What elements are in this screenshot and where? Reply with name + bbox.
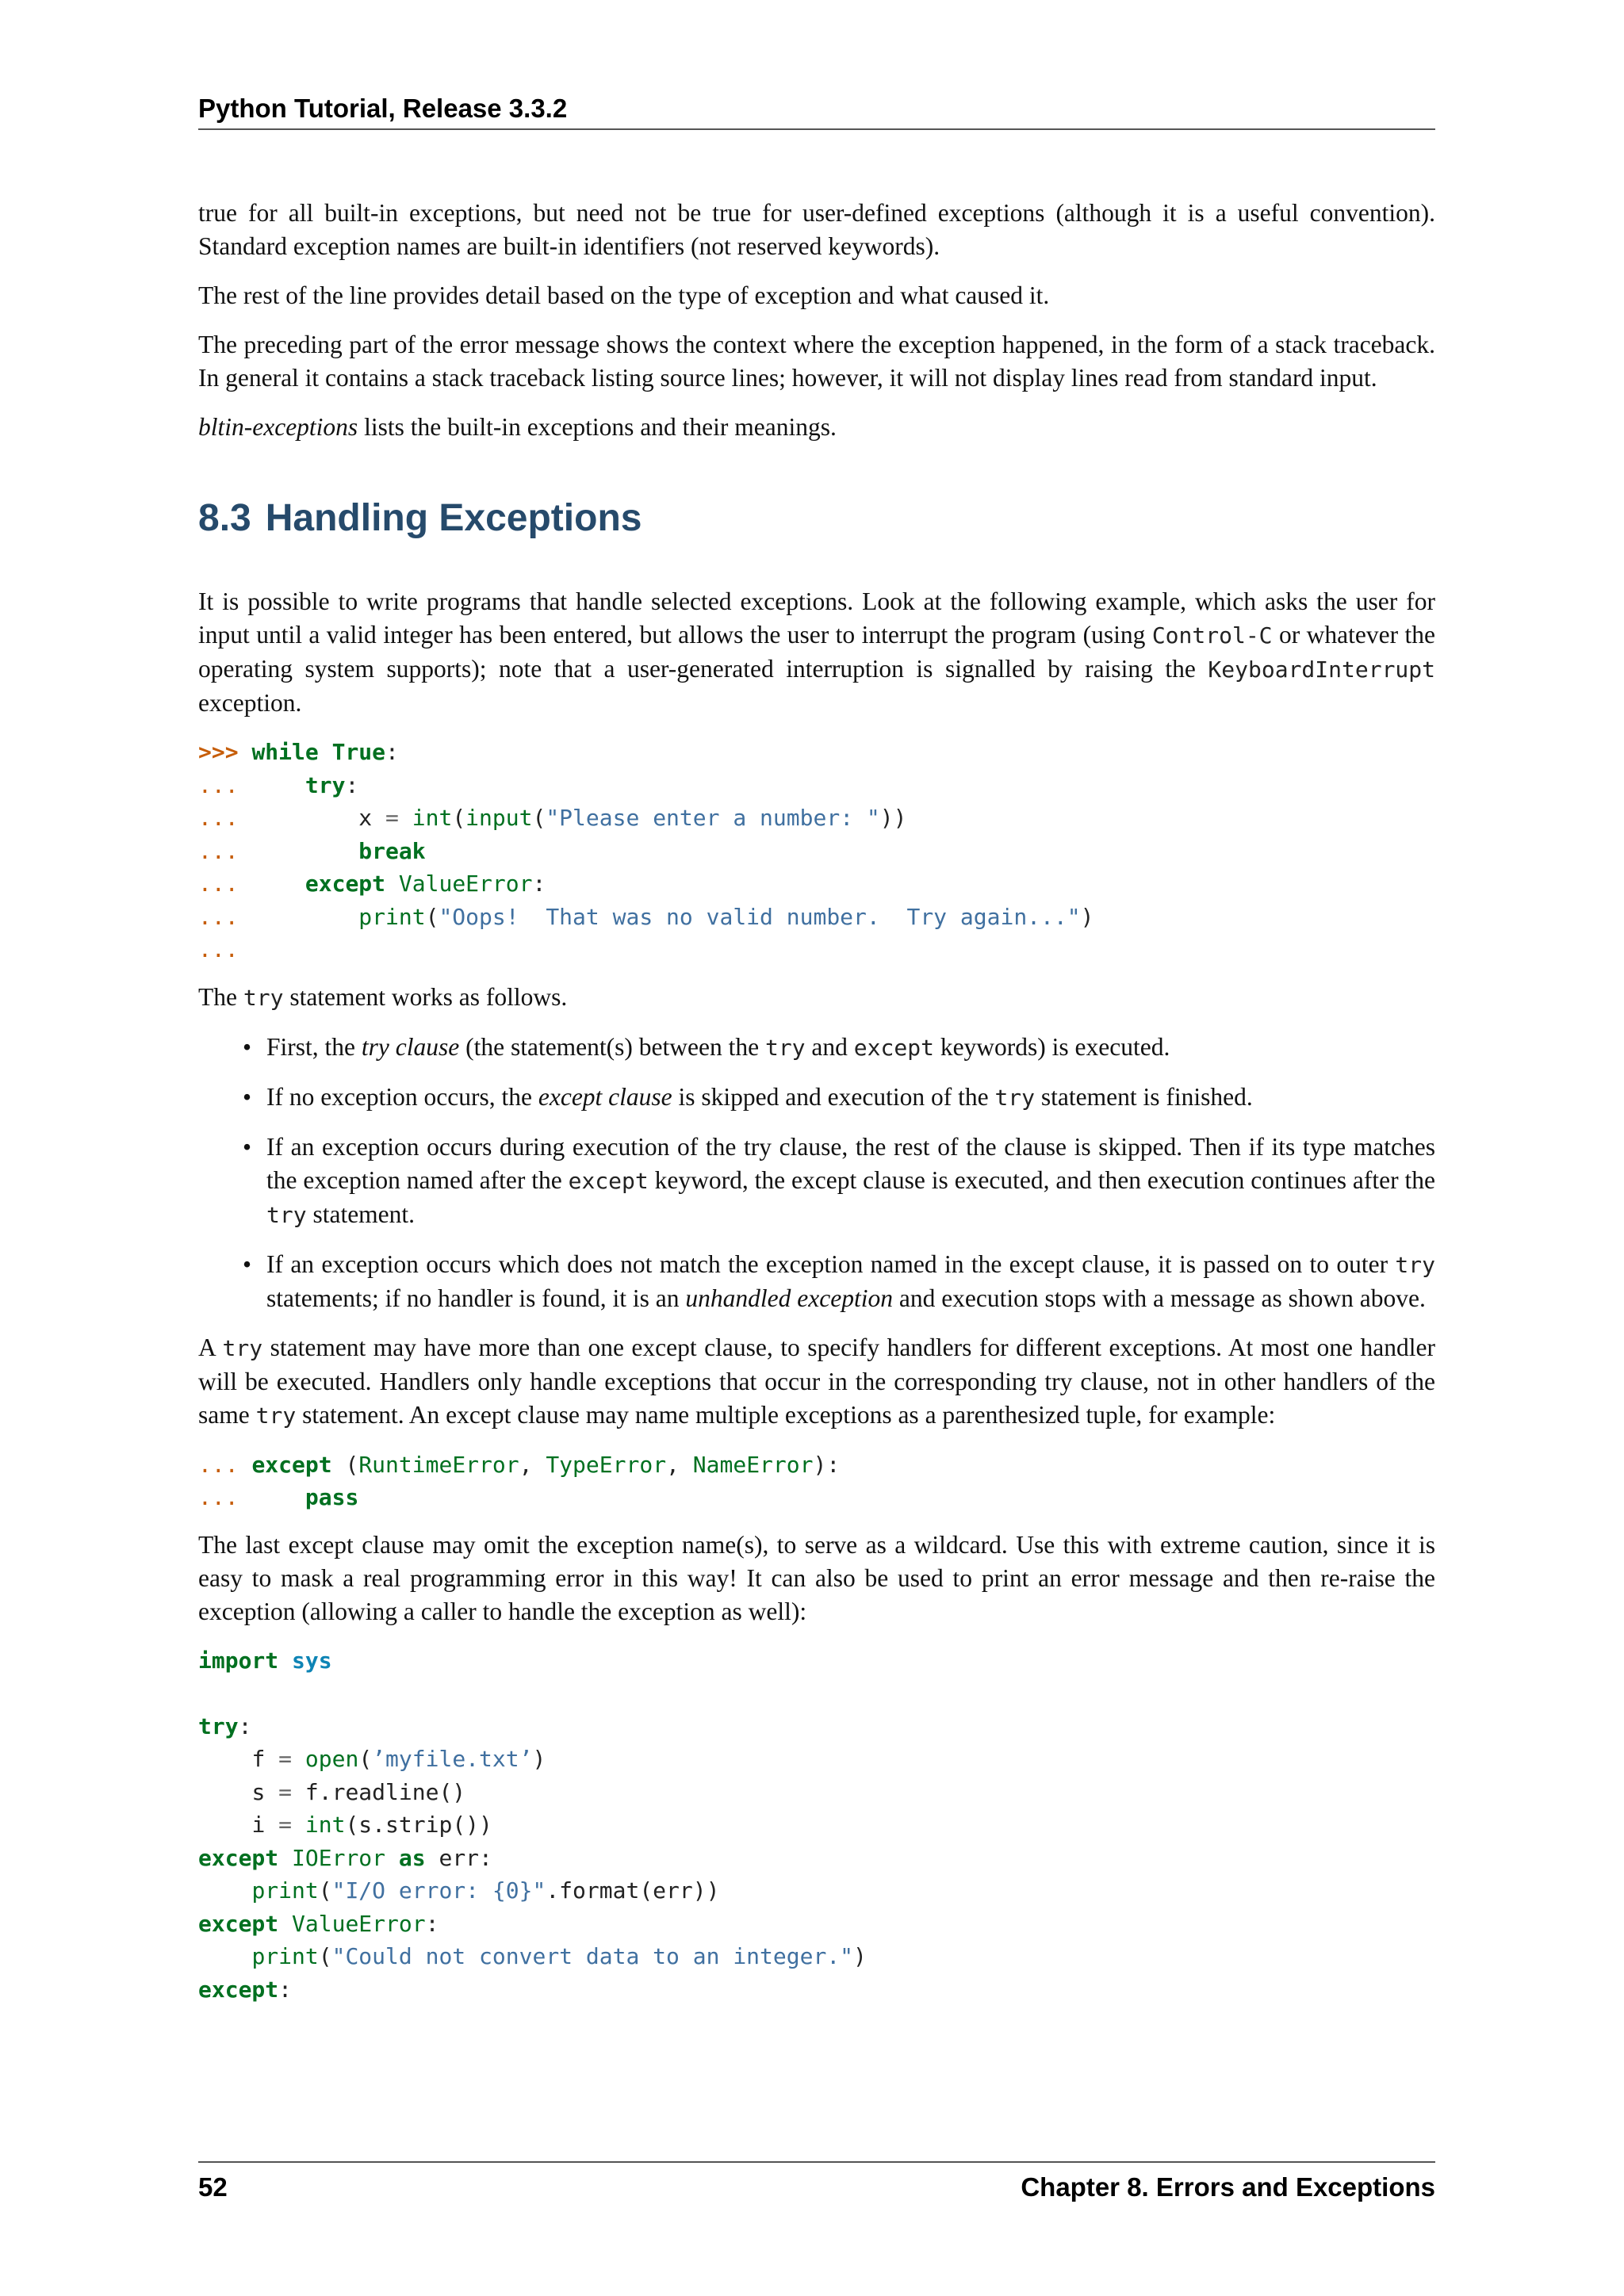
paragraph-handling-intro [198,585,1435,720]
document-page [198,0,1435,2296]
list-item: • If no exception occurs, the except clause is skipped and execution of the try statement is finished. [266,1081,1435,1115]
paragraph-exception-names: true for all built-in exceptions, but need not be true for user-defined exceptions (although it is a useful convention). Standard exception names are built-in identifiers (not reserved keywords). [198,199,1435,260]
code-keyword: except [198,1844,279,1871]
section-number: 8.3 [198,497,251,539]
paragraph-text: The [198,982,243,1011]
page-number: 52 [198,2172,228,2202]
code-exception: ValueError [398,871,533,897]
code-punct: : [385,739,399,765]
code-call: (s.strip()) [345,1812,492,1838]
bullet-marker: • [243,1132,252,1161]
code-builtin: int [304,1812,346,1838]
code-block-reraise: import sys try: f = open(’myfile.txt’) s = f.readline() i = int(s.strip()) except IOError as err: print("I/O error: {0}".format(err)) except ValueError: print("Could not convert data to an integer.") except: [198,1647,867,2003]
code-exception: TypeError [546,1451,667,1478]
code-string: "I/O error: {0}" [331,1877,546,1904]
running-header [198,90,1435,130]
paragraph-traceback-context: The preceding part of the error message shows the context where the exception happened, in the form of a stack traceback. In general it contains a stack traceback listing source lines; however, it will not display lines read from standard input. [198,331,1435,392]
code-builtin: input [465,805,533,831]
section-heading [198,496,1435,541]
code-punct: : [345,771,359,798]
code-prompt: ... [198,1484,239,1510]
section-title: Handling Exceptions [265,497,642,539]
code-name: x [358,805,373,831]
code-string: "Could not convert data to an integer." [331,1943,854,1969]
paragraph-multiple-except: A try statement may have more than one except clause, to specify handlers for different exceptions. At most one handler will be executed. Handlers only handle exceptions that occur in the corresponding try clause, not in other handlers of the same try statement. An except clause may name multiple exceptions as a parenthesized tuple, for example: [198,1333,1435,1429]
inline-code: try [1395,1251,1435,1278]
bullet-marker: • [243,1249,252,1278]
code-keyword: while [251,739,319,765]
code-keyword: try [304,771,346,798]
paragraph-text: exception. [198,689,302,717]
code-prompt: ... [198,771,239,798]
header-title: Python Tutorial, Release 3.3.2 [198,94,568,123]
code-keyword: pass [304,1484,359,1510]
paragraph-builtin-exceptions-ref [198,411,1435,444]
paragraph-text: or whatever the operating system supports); note that a user-generated interruption is signalled by raising the [198,621,1436,683]
bullet-marker: • [243,1032,252,1061]
inline-code: try [243,984,284,1011]
code-builtin: open [304,1746,359,1772]
term-except-clause: except clause [538,1082,672,1111]
code-exception: ValueError [292,1910,426,1937]
code-keyword: except [251,1451,332,1478]
inline-code: try [222,1334,263,1361]
paragraph-text: statement works as follows. [283,982,568,1011]
code-prompt: ... [198,936,239,962]
code-builtin: print [251,1943,319,1969]
paragraph-text: It is possible to write programs that handle selected exceptions. Look at the following example, which asks the user for input until a valid integer has been entered, but allows the user to interrupt the program (using [198,587,1435,649]
paragraph-wildcard-except: The last except clause may omit the exception name(s), to serve as a wildcard. Use this with extreme caution, since it is easy to mask a real programming error in this way! It can also be used to print an error message and then re-raise the exception (allowing a caller to handle the exception as well): [198,1530,1435,1625]
code-module: sys [292,1647,332,1674]
code-keyword: break [358,837,426,864]
list-item: • If an exception occurs during execution of the try clause, the rest of the clause is skipped. Then if its type matches the exception named after the except keyword, the except clause is executed, and then execution continues after the try statement. [266,1131,1435,1232]
code-builtin: print [358,903,426,930]
list-item: • If an exception occurs which does not match the exception named in the except clause, it is passed on to outer try statements; if no handler is found, it is an unhandled exception and execution stops with a message as shown above. [266,1248,1435,1315]
code-keyword: as [398,1844,426,1871]
code-keyword: True [331,739,386,765]
paragraph-rest-of-line: The rest of the line provides detail based on the type of exception and what caused it. [198,281,1050,309]
code-prompt: ... [198,871,239,897]
code-string: "Please enter a number: " [546,805,880,831]
paragraph-try-works [198,981,1435,1015]
builtin-exceptions-link[interactable]: bltin-exceptions [198,413,358,441]
list-item: • First, the try clause (the statement(s) between the try and except keywords) is executed. [266,1031,1435,1065]
code-block-while-loop: >>> while True: ... try: ... x = int(input("Please enter a number: ")) ... break ... except ValueError: ... print("Oops! That was no valid number. Try again...") ... [198,739,1094,962]
code-prompt: ... [198,837,239,864]
chapter-title: Chapter 8. Errors and Exceptions [1021,2172,1435,2202]
term-unhandled-exception: unhandled exception [685,1284,893,1312]
code-keyword: except [198,1976,279,2003]
code-prompt: ... [198,805,239,831]
page-content [198,197,1435,2020]
code-string: ’myfile.txt’ [372,1746,533,1772]
paragraph-text: lists the built-in exceptions and their meanings. [358,413,837,441]
running-footer [198,2161,1435,2207]
code-keyword: except [198,1910,279,1937]
code-name: s [251,1778,266,1805]
inline-code: KeyboardInterrupt [1208,656,1435,683]
code-builtin: print [251,1877,319,1904]
code-keyword: try [198,1712,239,1739]
code-string: "Oops! That was no valid number. Try again..." [439,903,1081,930]
code-exception: NameError [692,1451,814,1478]
code-keyword: import [198,1647,279,1674]
inline-code: try [764,1034,806,1061]
code-prompt: ... [198,903,239,930]
code-keyword: except [304,871,386,897]
inline-code: try [255,1402,297,1429]
inline-code: except [853,1034,934,1061]
code-builtin: int [412,805,453,831]
term-try-clause: try clause [361,1032,460,1061]
code-call: f.readline() [304,1778,466,1805]
inline-code: Control-C [1151,622,1273,649]
try-steps-list [198,1031,1435,1315]
code-exception: IOError [292,1844,386,1871]
code-prompt: ... [198,1451,239,1478]
code-operator: = [385,805,399,831]
code-name: i [251,1812,266,1838]
inline-code: try [266,1201,307,1228]
code-name: err [439,1844,480,1871]
code-prompt: >>> [198,739,239,765]
code-name: f [251,1746,266,1772]
inline-code: except [568,1167,649,1194]
code-block-except-tuple: ... except (RuntimeError, TypeError, NameError): ... pass [198,1451,841,1510]
code-exception: RuntimeError [358,1451,519,1478]
inline-code: try [994,1084,1036,1111]
bullet-marker: • [243,1082,252,1111]
code-call: .format(err)) [546,1877,720,1904]
code-punct: : [532,871,546,897]
